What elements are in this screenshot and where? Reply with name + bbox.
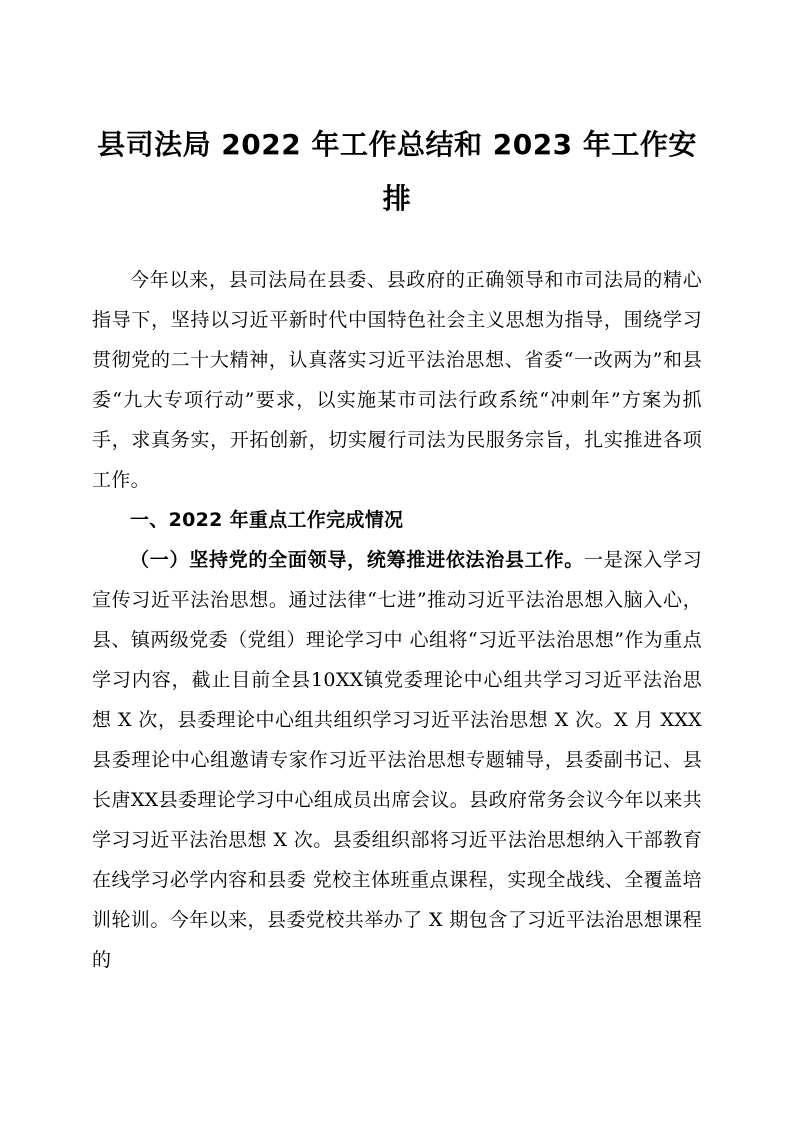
section-one-paragraph bbox=[92, 540, 702, 980]
document-title: 县司法局 2022 年工作总结和 2023 年工作安排 bbox=[97, 128, 697, 215]
section-one-lead: （一）坚持党的全面领导，统筹推进依法治县工作。 bbox=[130, 549, 584, 571]
section-heading-1: 一、2022 年重点工作完成情况 bbox=[130, 509, 404, 531]
section-one-body: 一是深入学习宣传习近平法治思想。通过法律“七进”推动习近平法治思想入脑入心，县、镇两级党委（党组）理论学习中 心组将“习近平法治思想”作为重点学习内容，截止目前全县10XX镇党委理论中心组共学习习近平法治思想 X 次，县委理论中心组共组织学习习近平法治思想 X 次。X 月 XXX县委理论中心组邀请专家作习近平法治思想专题辅导，县委副书记、县长唐XX县委理论学习中心组成员出席会议。县政府常务会议今年以来共学习习近平法治思想 X 次。县委组织部将习近平法治思想纳入干部教育在线学习必学内容和县委 党校主体班重点课程，实现全战线、全覆盖培训轮训。今年以来，县委党校共举办了 X 期包含了习近平法治思想课程的 bbox=[92, 549, 702, 971]
intro-paragraph: 今年以来，县司法局在县委、县政府的正确领导和市司法局的精心指导下，坚持以习近平新时代中国特色社会主义思想为指导，围绕学习贯彻党的二十大精神，认真落实习近平法治思想、省委“一改两为”和县委“九大专项行动”要求，以实施某市司法行政系统“冲刺年”方案为抓手，求真务实，开拓创新，切实履行司法为民服务宗旨，扎实推进各项工作。 bbox=[92, 269, 702, 491]
